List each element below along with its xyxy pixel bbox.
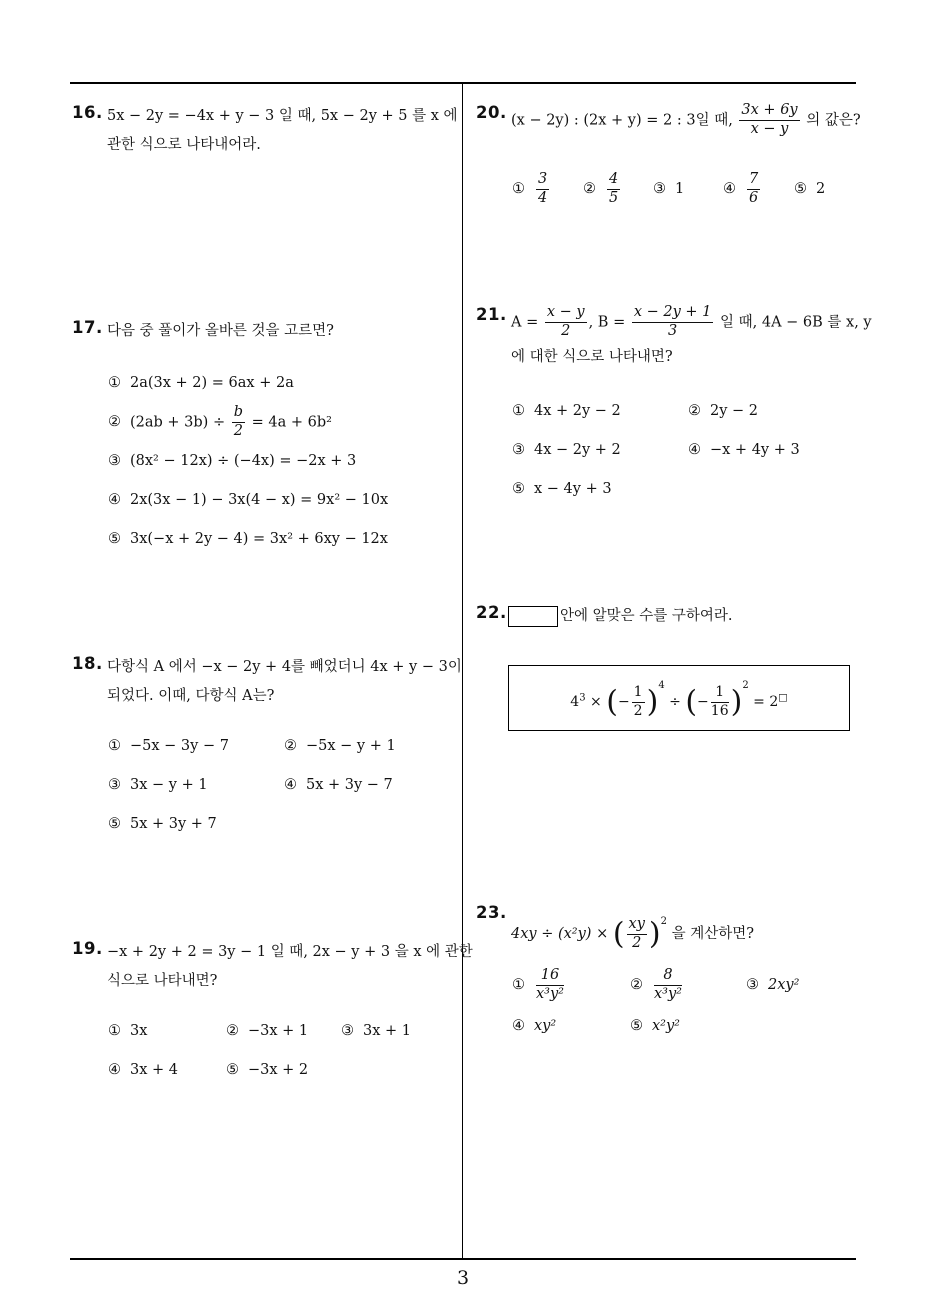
option-2[interactable]: ② $\frac{8}{\text{x³y²}}$ — [630, 967, 682, 1002]
fraction: $\frac{b}{2}$ — [233, 404, 244, 439]
option-1[interactable]: ① 2a(3x + 2) = 6ax + 2a — [108, 375, 294, 391]
option-5[interactable]: ⑤ x²y² — [630, 1018, 680, 1034]
option-4[interactable]: ④ 2x(3x − 1) − 3x(4 − x) = 9x² − 10x — [108, 492, 389, 508]
option-2[interactable]: ② $\frac{4}{5}$ — [583, 171, 619, 206]
answer-blank-box — [508, 606, 558, 627]
option-4[interactable]: ④ xy² — [512, 1018, 557, 1034]
question-number: 16. — [72, 103, 103, 122]
option-2[interactable]: ② −5x − y + 1 — [284, 738, 396, 754]
option-2[interactable]: ② (2ab + 3b) ÷ $\frac{b}{2}$ = 4a + 6b² — [108, 404, 332, 439]
option-2[interactable]: ② 2y − 2 — [688, 403, 759, 419]
option-1[interactable]: ① 4x + 2y − 2 — [512, 403, 621, 419]
option-5[interactable]: ⑤ 3x(−x + 2y − 4) = 3x² + 6xy − 12x — [108, 531, 388, 547]
option-3[interactable]: ③ 3x − y + 1 — [108, 777, 208, 793]
question-number: 21. — [476, 305, 507, 324]
question-text: A = $\frac{x - y}{2}$ , B = $\frac{x - 2y + 1}{3}$ 일 때, 4A − 6B 를 x, y — [511, 304, 872, 339]
formula-box — [508, 665, 850, 731]
option-3[interactable]: ③ 1 — [653, 181, 685, 197]
question-number: 18. — [72, 654, 103, 673]
option-1[interactable]: ① $\frac{3}{4}$ — [512, 171, 548, 206]
question-text: 다항식 A 에서 −x − 2y + 4를 빼었더니 4x + y − 3이 되었다. 이때, 다항식 A는? — [107, 659, 462, 704]
question-number: 17. — [72, 318, 103, 337]
question-number: 22. — [476, 603, 507, 622]
page-number: 3 — [456, 1267, 470, 1289]
option-4[interactable]: ④ $\frac{7}{6}$ — [723, 171, 759, 206]
option-5[interactable]: ⑤ 2 — [794, 181, 826, 197]
bottom-rule — [70, 1258, 856, 1260]
option-3[interactable]: ③ 4x − 2y + 2 — [512, 442, 621, 458]
question-number: 19. — [72, 939, 103, 958]
option-4[interactable]: ④ 3x + 4 — [108, 1062, 178, 1078]
option-5[interactable]: ⑤ x − 4y + 3 — [512, 481, 612, 497]
option-5[interactable]: ⑤ 5x + 3y + 7 — [108, 816, 217, 832]
fraction: $\frac{3x + 6y}{x - y}$ — [741, 102, 798, 137]
question-text: 4xy ÷ (x²y) × ( $\frac{xy}{2}$ )$^2$ 을 계산하면? — [511, 915, 755, 952]
question-text: 5x − 2y = −4x + y − 3 일 때, 5x − 2y + 5 를 x 에 관한 식으로 나타내어라. — [107, 108, 458, 153]
question-text: −x + 2y + 2 = 3y − 1 일 때, 2x − y + 3 을 x 에 관한 식으로 나타내면? — [107, 944, 473, 989]
option-1[interactable]: ① $\frac{16}{\text{x³y²}}$ — [512, 967, 564, 1002]
option-4[interactable]: ④ −x + 4y + 3 — [688, 442, 800, 458]
option-4[interactable]: ④ 5x + 3y − 7 — [284, 777, 393, 793]
question-text: 다음 중 풀이가 올바른 것을 고르면? — [107, 323, 334, 339]
option-3[interactable]: ③ 3x + 1 — [341, 1023, 411, 1039]
question-text: 안에 알맞은 수를 구하여라. — [508, 602, 733, 631]
question-number: 20. — [476, 103, 507, 122]
question-number: 23. — [476, 903, 507, 922]
option-3[interactable]: ③ (8x² − 12x) ÷ (−4x) = −2x + 3 — [108, 453, 357, 469]
question-text: (x − 2y) : (2x + y) = 2 : 3일 때, $\frac{3x + 6y}{x - y}$ 의 값은? — [511, 102, 861, 137]
top-rule — [70, 82, 856, 84]
option-5[interactable]: ⑤ −3x + 2 — [226, 1062, 309, 1078]
formula: $4^3$ × (− $\frac{1}{2}$ )$^4$ ÷ (− $\frac{1}{16}$ )$^2$ = 2□ — [570, 680, 788, 720]
option-1[interactable]: ① −5x − 3y − 7 — [108, 738, 229, 754]
option-3[interactable]: ③ 2xy² — [746, 977, 800, 993]
question-text-line-2: 에 대한 식으로 나타내면? — [511, 349, 673, 365]
column-divider — [462, 82, 463, 1260]
option-2[interactable]: ② −3x + 1 — [226, 1023, 309, 1039]
option-1[interactable]: ① 3x — [108, 1023, 148, 1039]
